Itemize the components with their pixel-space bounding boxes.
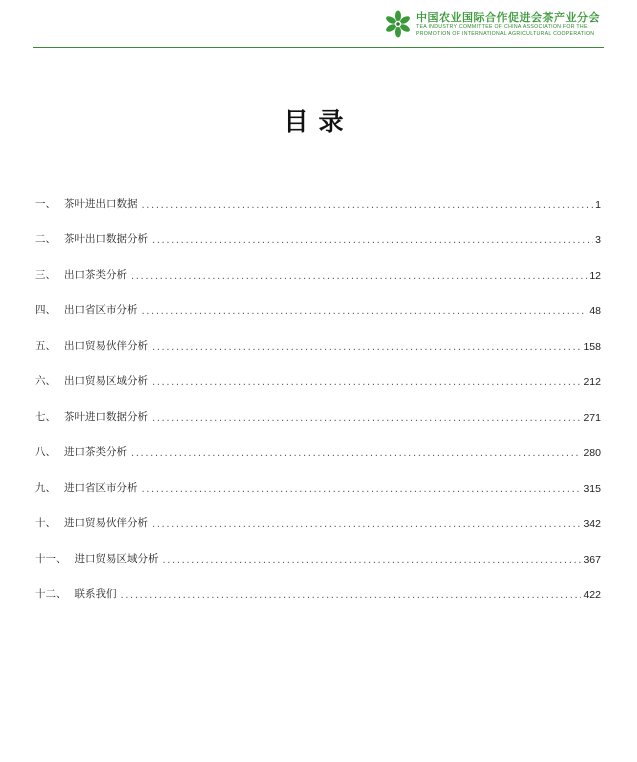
toc-dot-leader <box>163 555 582 566</box>
toc-title: 目录 <box>283 107 354 136</box>
page-header <box>33 8 604 48</box>
toc-entry[interactable] <box>35 566 601 602</box>
toc-entry-label: 出口贸易区域分析 <box>64 375 148 387</box>
toc-dot-leader <box>152 413 581 424</box>
toc-entry-page-number: 271 <box>583 411 601 424</box>
toc-entry-page-number: 422 <box>583 589 601 601</box>
toc-entry-number: 二、 <box>35 233 56 245</box>
toc-entry-label: 进口贸易区域分析 <box>74 552 159 565</box>
toc-entry[interactable] <box>35 246 601 282</box>
toc-entry[interactable] <box>35 424 601 460</box>
toc-entry-number: 九、 <box>35 481 56 494</box>
toc-entry-number: 十、 <box>35 517 56 529</box>
toc-entry-page-number: 158 <box>583 340 601 353</box>
toc-entry-page-number: 342 <box>583 518 601 530</box>
toc-dot-leader <box>142 484 582 495</box>
toc-entry-label: 出口茶类分析 <box>64 268 127 281</box>
toc-entry[interactable] <box>35 388 601 424</box>
toc-dot-leader <box>152 519 581 530</box>
toc-entry[interactable] <box>35 211 601 247</box>
table-of-contents <box>35 175 601 601</box>
organization-name-en-line2: PROMOTION OF INTERNATIONAL AGRICULTURAL COOPERATION <box>416 30 595 37</box>
toc-dot-leader <box>152 377 581 388</box>
toc-dot-leader <box>131 271 587 282</box>
organization-name-en-line1: TEA INDUSTRY COMMITTEE OF CHINA ASSOCIATION FOR THE <box>416 24 588 30</box>
toc-entry-label: 进口省区市分析 <box>64 481 138 494</box>
toc-dot-leader <box>131 448 581 459</box>
organization-logo <box>384 10 600 38</box>
toc-entry[interactable] <box>35 175 601 211</box>
toc-entry-label: 茶叶出口数据分析 <box>64 233 148 245</box>
toc-entry[interactable] <box>35 530 601 566</box>
toc-entry[interactable] <box>35 353 601 389</box>
toc-entry-label: 进口贸易伙伴分析 <box>64 517 148 529</box>
toc-entry-number: 四、 <box>35 304 56 316</box>
toc-entry-label: 茶叶进出口数据 <box>64 197 138 210</box>
toc-entry-number: 七、 <box>35 410 56 423</box>
toc-dot-leader <box>121 590 582 601</box>
toc-dot-leader <box>152 235 593 246</box>
toc-entry-page-number: 315 <box>583 482 601 495</box>
toc-entry-number: 三、 <box>35 268 56 281</box>
toc-entry-number: 一、 <box>35 197 56 210</box>
toc-entry-label: 出口省区市分析 <box>64 304 138 316</box>
tea-leaf-logo-icon <box>384 10 412 38</box>
toc-entry-label: 茶叶进口数据分析 <box>64 410 148 423</box>
toc-dot-leader <box>142 306 588 317</box>
toc-entry-page-number: 3 <box>595 234 601 246</box>
toc-entry-label: 进口茶类分析 <box>64 446 127 458</box>
toc-entry-number: 十二、 <box>35 588 67 600</box>
toc-entry[interactable] <box>35 317 601 353</box>
toc-entry[interactable] <box>35 282 601 318</box>
toc-dot-leader <box>142 200 594 211</box>
toc-entry-number: 八、 <box>35 446 56 458</box>
toc-entry-label: 联系我们 <box>74 588 117 600</box>
toc-entry-page-number: 280 <box>583 447 601 459</box>
toc-entry-page-number: 1 <box>595 198 601 211</box>
organization-name-cn: 中国农业国际合作促进会茶产业分会 <box>416 11 600 24</box>
toc-entry-number: 六、 <box>35 375 56 387</box>
toc-entry-page-number: 12 <box>589 269 601 282</box>
toc-entry-page-number: 48 <box>589 305 601 317</box>
header-divider <box>33 47 604 48</box>
toc-entry-label: 出口贸易伙伴分析 <box>64 339 148 352</box>
toc-entry-page-number: 367 <box>583 553 601 566</box>
toc-entry-page-number: 212 <box>583 376 601 388</box>
toc-entry[interactable] <box>35 459 601 495</box>
toc-entry-number: 十一、 <box>35 552 67 565</box>
toc-entry[interactable] <box>35 495 601 531</box>
toc-dot-leader <box>152 342 581 353</box>
toc-entry-number: 五、 <box>35 339 56 352</box>
